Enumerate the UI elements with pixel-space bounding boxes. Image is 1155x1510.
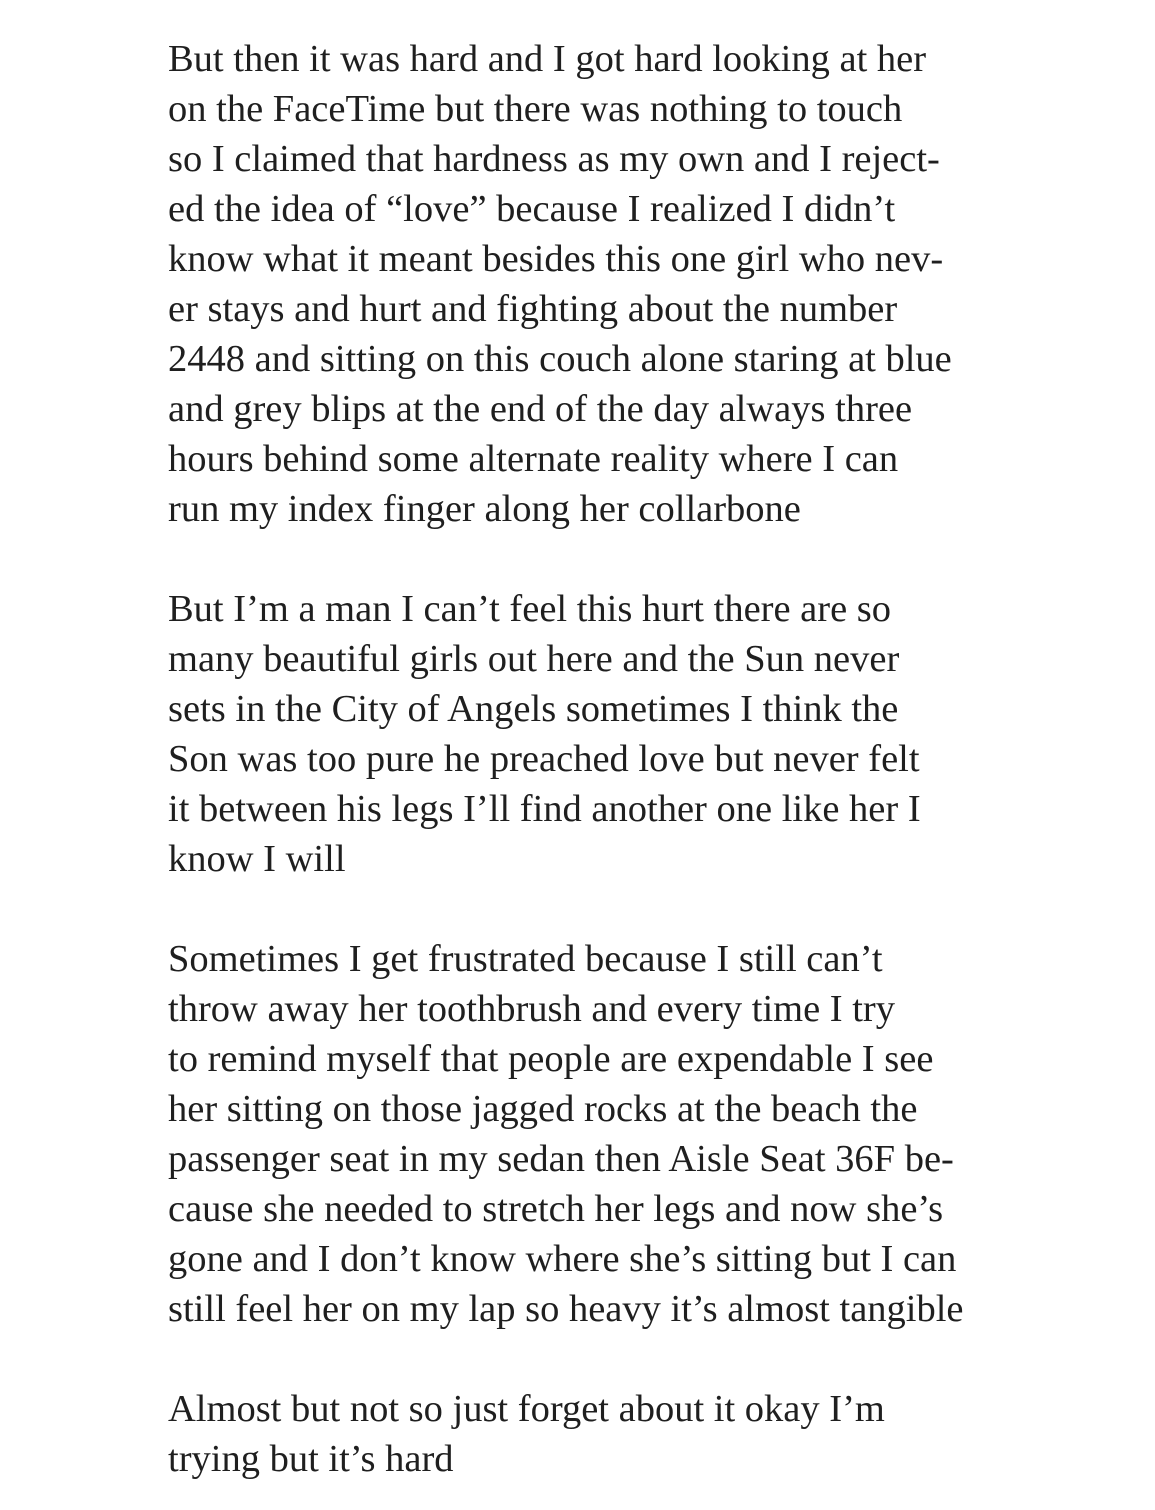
poem-line: er stays and hurt and fighting about the number [168, 288, 898, 330]
poem-line: her sitting on those jagged rocks at the beach the [168, 1088, 918, 1130]
poem-line: cause she needed to stretch her legs and now she’s [168, 1188, 944, 1230]
poem-line: trying but it’s hard [168, 1438, 454, 1480]
poem-line: Almost but not so just forget about it okay I’m [168, 1388, 885, 1430]
poem-line: know what it meant besides this one girl who nev- [168, 238, 944, 280]
poem-line: to remind myself that people are expendable I see [168, 1038, 934, 1080]
poem-line: and grey blips at the end of the day always three [168, 388, 913, 430]
poem-line: hours behind some alternate reality where I can [168, 438, 899, 480]
poem-line: passenger seat in my sedan then Aisle Seat 36F be- [168, 1138, 954, 1180]
poem-line: But then it was hard and I got hard looking at her [168, 38, 927, 80]
poem-line: But I’m a man I can’t feel this hurt there are so [168, 588, 892, 630]
poem-line: 2448 and sitting on this couch alone staring at blue [168, 338, 952, 380]
stanza-4 [168, 1384, 1068, 1484]
poem-page [168, 34, 1068, 1484]
stanza-1 [168, 34, 1068, 534]
poem-line: still feel her on my lap so heavy it’s almost tangible [168, 1288, 964, 1330]
poem-line: on the FaceTime but there was nothing to touch [168, 88, 903, 130]
poem-line: ed the idea of “love” because I realized I didn’t [168, 188, 896, 230]
poem-line: know I will [168, 838, 346, 880]
poem-line: sets in the City of Angels sometimes I think the [168, 688, 899, 730]
poem-line: many beautiful girls out here and the Sun never [168, 638, 900, 680]
poem-line: gone and I don’t know where she’s sitting but I can [168, 1238, 957, 1280]
poem-line: Son was too pure he preached love but never felt [168, 738, 920, 780]
poem-line: run my index finger along her collarbone [168, 488, 801, 530]
stanza-3 [168, 934, 1068, 1334]
poem-line: so I claimed that hardness as my own and I reject- [168, 138, 940, 180]
poem-line: it between his legs I’ll find another one like her I [168, 788, 921, 830]
poem-line: Sometimes I get frustrated because I still can’t [168, 938, 883, 980]
stanza-2 [168, 584, 1068, 884]
poem-line: throw away her toothbrush and every time I try [168, 988, 896, 1030]
